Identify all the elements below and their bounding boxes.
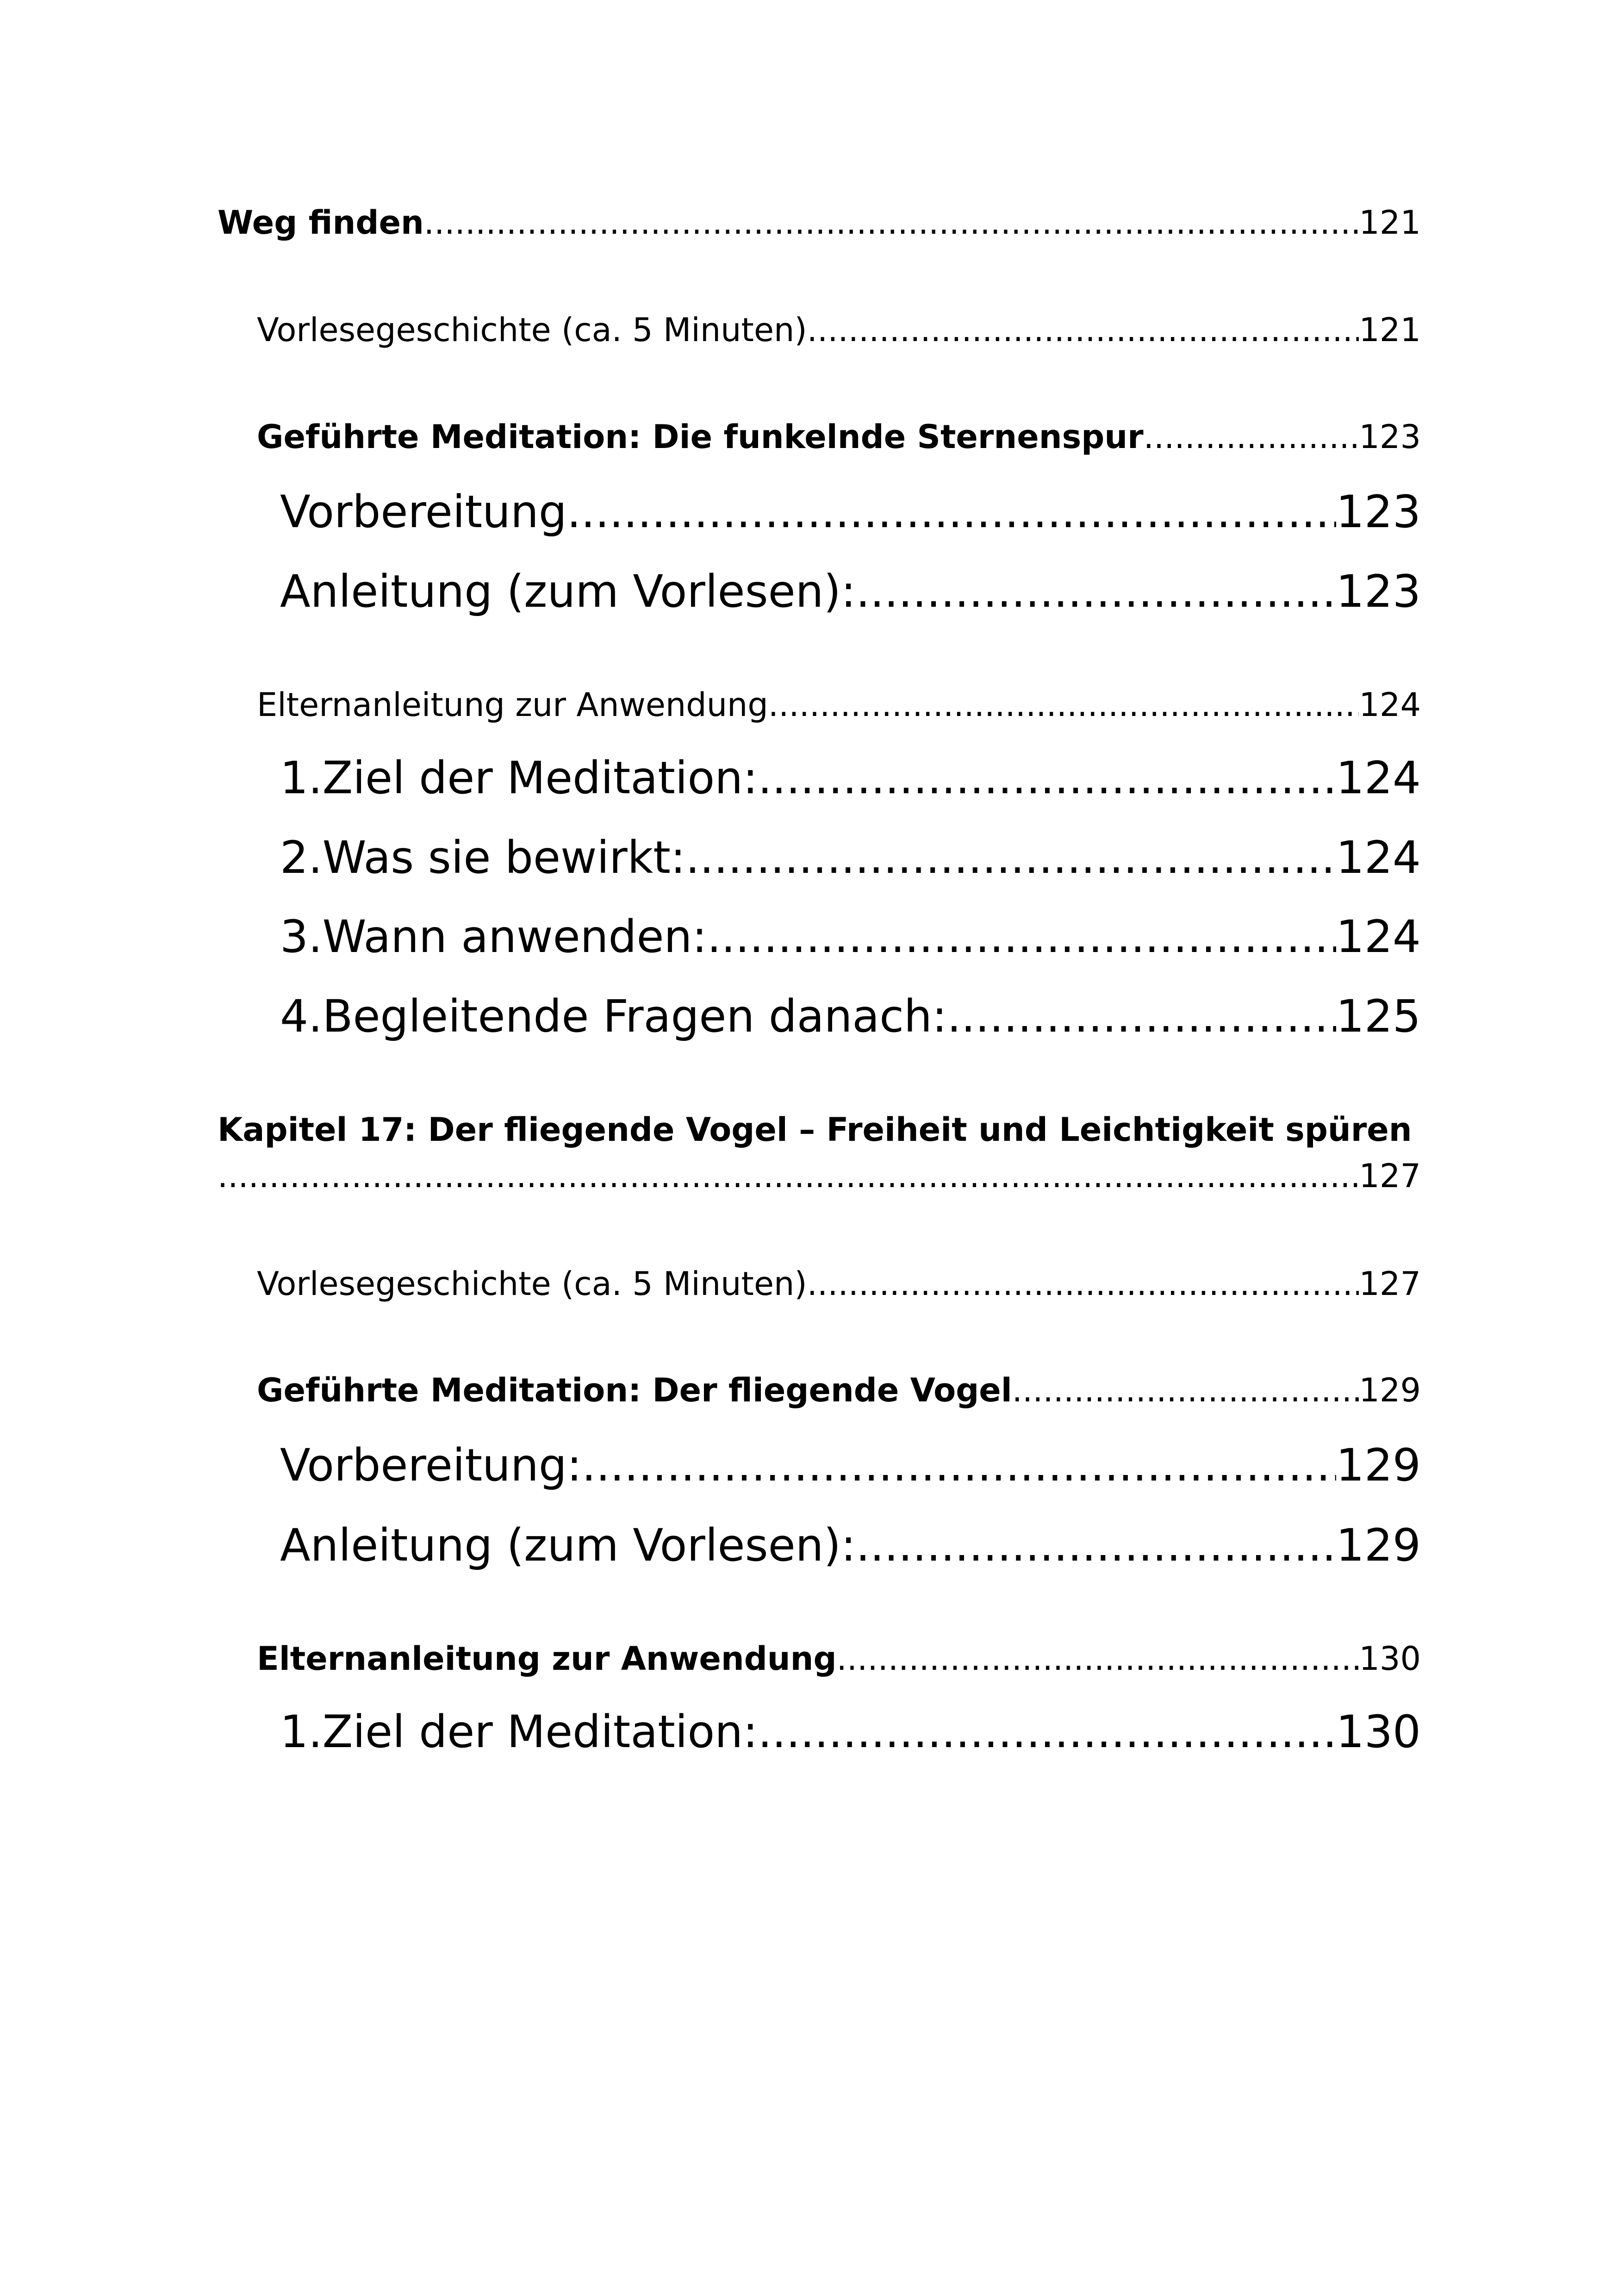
- dot-leader: [837, 1640, 1359, 1678]
- toc-page-number: 123: [1336, 486, 1421, 538]
- toc-entry-section[interactable]: [257, 1640, 1421, 1678]
- toc-entry-title: Ziel der Meditation:: [322, 1706, 758, 1758]
- toc-entry-numbered[interactable]: [280, 832, 1421, 884]
- toc-entry-numbered[interactable]: [280, 1706, 1421, 1758]
- toc-page-number: 129: [1336, 1439, 1421, 1491]
- dot-leader: [856, 566, 1336, 617]
- toc-page-number: 123: [1336, 566, 1421, 617]
- toc-entry-numbered[interactable]: [280, 990, 1421, 1042]
- toc-page-number: 124: [1336, 752, 1421, 804]
- toc-entry-section[interactable]: [257, 418, 1421, 456]
- toc-page-number: 130: [1359, 1640, 1421, 1678]
- dot-leader: [1144, 418, 1359, 456]
- toc-page-number: 124: [1359, 686, 1421, 724]
- toc-page-number: 130: [1336, 1706, 1421, 1758]
- toc-entry-subsection[interactable]: [280, 1439, 1421, 1491]
- toc-page-number: 124: [1336, 911, 1421, 963]
- toc-page-number: 123: [1359, 418, 1421, 456]
- toc-entry-section[interactable]: [257, 1371, 1421, 1409]
- toc-entry-numbered[interactable]: [280, 911, 1421, 963]
- toc-entry-title: Vorbereitung:: [280, 1439, 582, 1491]
- toc-entry-section[interactable]: [257, 1265, 1421, 1303]
- toc-item-number: 1.: [280, 752, 323, 804]
- dot-leader: [768, 686, 1359, 724]
- dot-leader: [424, 204, 1359, 242]
- toc-entry-title: Weg finden: [218, 204, 424, 242]
- dot-leader: [856, 1519, 1336, 1571]
- dot-leader: [685, 832, 1336, 884]
- toc-item-number: 2.: [280, 832, 323, 884]
- dot-leader: [758, 1706, 1336, 1758]
- toc-entry-title: Elternanleitung zur Anwendung: [257, 1640, 837, 1678]
- toc-entry-title: Anleitung (zum Vorlesen):: [280, 1519, 856, 1571]
- toc-page-number: 129: [1336, 1519, 1421, 1571]
- toc-entry-title: Elternanleitung zur Anwendung: [257, 686, 768, 724]
- toc-entry-title: Was sie bewirkt:: [322, 832, 686, 884]
- toc-entry-numbered[interactable]: [280, 752, 1421, 804]
- toc-entry-subsection[interactable]: [280, 566, 1421, 617]
- dot-leader: [947, 990, 1336, 1042]
- dot-leader: [707, 911, 1336, 963]
- toc-entry-title: Begleitende Fragen danach:: [322, 990, 947, 1042]
- toc-entry-title: Geführte Meditation: Die funkelnde Sternenspur: [257, 418, 1144, 456]
- toc-entry-subsection[interactable]: [280, 1519, 1421, 1571]
- toc-page-number: 129: [1359, 1371, 1421, 1409]
- toc-entry-chapter-leader-line[interactable]: [218, 1157, 1421, 1195]
- toc-page-number: 121: [1359, 311, 1421, 349]
- toc-page-number: 121: [1359, 204, 1421, 242]
- toc-entry-title: Ziel der Meditation:: [322, 752, 758, 804]
- toc-entry-title: Anleitung (zum Vorlesen):: [280, 566, 856, 617]
- dot-leader: [807, 1265, 1359, 1303]
- toc-entry-chapter[interactable]: [218, 204, 1421, 242]
- toc-entry-title: Vorlesegeschichte (ca. 5 Minuten): [257, 311, 807, 349]
- toc-entry-subsection[interactable]: [280, 486, 1421, 538]
- toc-page-number: 124: [1336, 832, 1421, 884]
- dot-leader: [218, 1157, 1359, 1195]
- dot-leader: [758, 752, 1336, 804]
- dot-leader: [807, 311, 1359, 349]
- toc-item-number: 1.: [280, 1706, 323, 1758]
- toc-entry-section[interactable]: [257, 686, 1421, 724]
- dot-leader: [582, 1439, 1336, 1491]
- toc-page-number: 125: [1336, 990, 1421, 1042]
- toc-entry-section[interactable]: [257, 311, 1421, 349]
- toc-entry-title: Vorbereitung: [280, 486, 567, 538]
- toc-item-number: 4.: [280, 990, 323, 1042]
- toc-item-number: 3.: [280, 911, 323, 963]
- toc-entry-title: Geführte Meditation: Der fliegende Vogel: [257, 1371, 1012, 1409]
- toc-page-number: 127: [1359, 1157, 1421, 1195]
- dot-leader: [567, 486, 1336, 538]
- toc-entry-title: Vorlesegeschichte (ca. 5 Minuten): [257, 1265, 807, 1303]
- dot-leader: [1012, 1371, 1359, 1409]
- toc-entry-title: Wann anwenden:: [322, 911, 707, 963]
- toc-page-number: 127: [1359, 1265, 1421, 1303]
- toc-entry-chapter-title[interactable]: Kapitel 17: Der fliegende Vogel – Freiheit und Leichtigkeit spüren: [218, 1111, 1412, 1149]
